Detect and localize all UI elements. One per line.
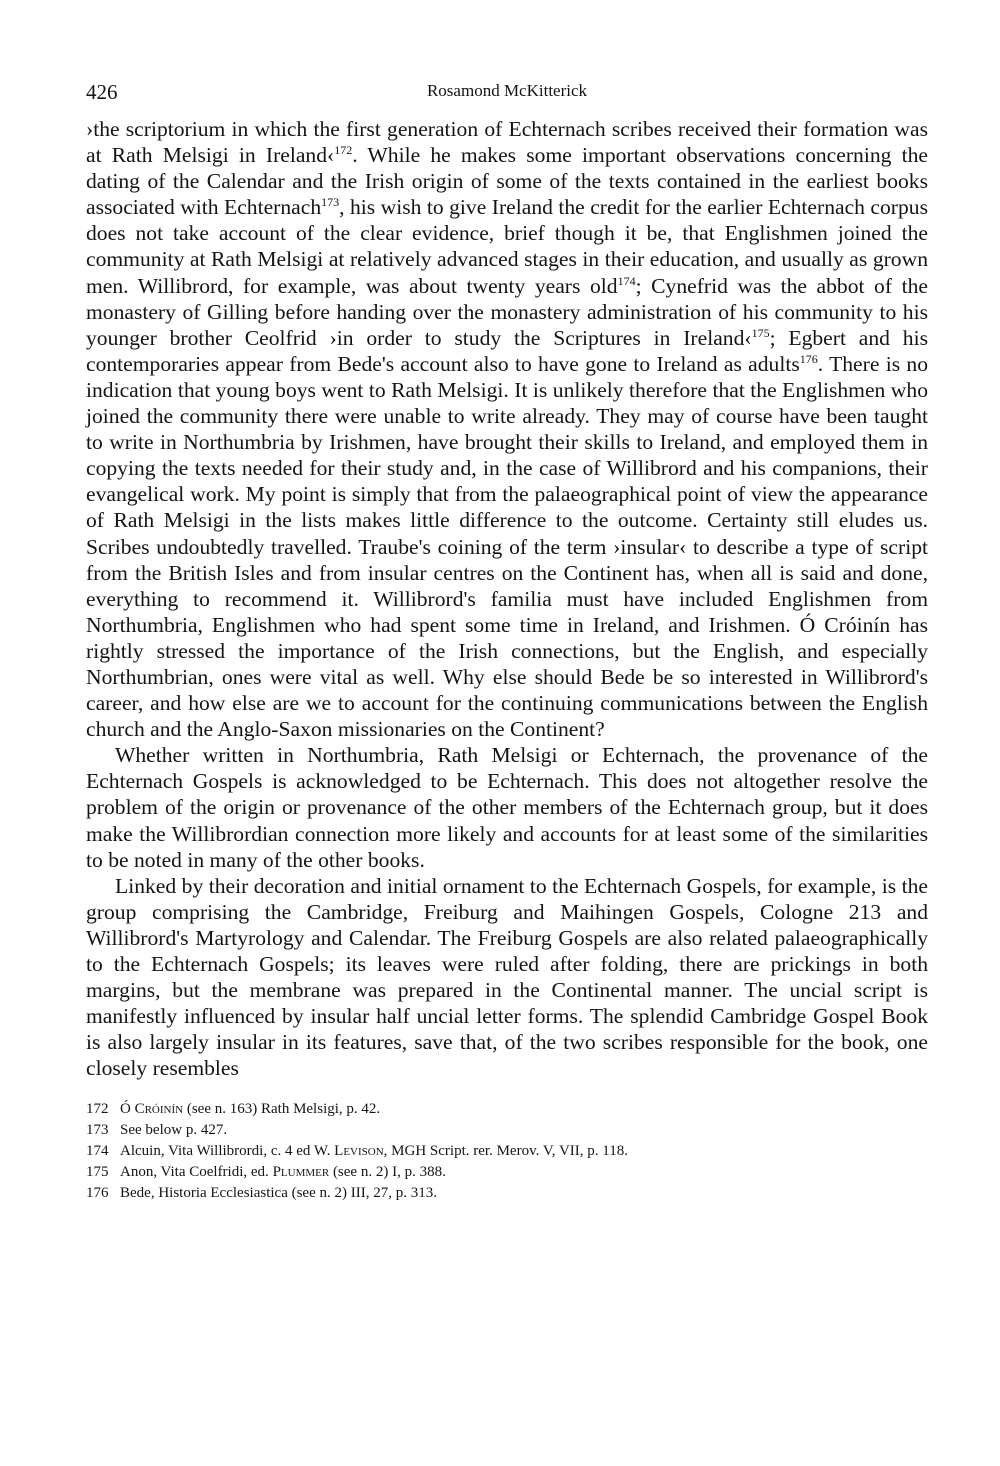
text-run: . There is no indication that young boys went to Rath Melsigi. It is unlikely therefore that the Englishmen who joined the community there were unable to write already. They may of course have been taught to write in Northumbria by Irishmen, have brought their skills to Ireland, and employed them in copying the texts needed for their study and, in the case of Willibrord and his companions, their evangelical work. My point is simply that from the palaeographical point of view the appearance of Rath Melsigi in the lists makes little difference to the outcome. Certainty still eludes us. Scribes undoubtedly travelled. Traube's coining of the term ›insular‹ to describe a type of script from the British Isles and from insular centres on the Continent has, when all is said and done, everything to recommend it. Willibrord's familia must have included Englishmen from Northumbria, Englishmen who had spent some time in Ireland, and Irishmen. Ó Cróinín has rightly stressed the importance of the Irish connections, but the English, and especially Northumbrian, ones were vital as well. Why else should Bede be so interested in Willibrord's career, and how else are we to account for the continuing communications between the English church and the Anglo-Saxon missionaries on the Continent? — [86, 351, 928, 742]
text-run: ›the scriptorium in which the first generation of Echternach scribes received their formation was at Rath Melsigi in Ireland‹ — [86, 117, 928, 168]
footnote-ref-176: 176 — [799, 351, 818, 366]
paragraph-2: Whether written in Northumbria, Rath Melsigi or Echternach, the provenance of the Echternach Gospels is acknowledged to be Echternach. This does not altogether resolve the problem of the origin or provenance of the other members of the Echternach group, but it does make the Willibrordian connection more likely and accounts for at least some of the similarities to be noted in many of the other books. — [86, 743, 928, 872]
footnote — [86, 1099, 928, 1120]
text-run: , his wish to give Ireland the credit for the earlier Echternach corpus does not take account of the clear evidence, brief though it be, that Englishmen joined the community at Rath Melsigi at relatively advanced stages in their education, and usually as grown men. Willibrord, for example, was about twenty years old — [86, 195, 928, 298]
footnote — [86, 1141, 928, 1162]
footnote-text: , MGH Script. rer. Merov. V, VII, p. 118. — [383, 1143, 628, 1160]
footnote — [86, 1120, 928, 1141]
text-run: ; Cynefrid was the abbot of the monastery of Gilling before handing over the monastery administration of his community to his younger brother Ceolfrid ›in order to study the Scriptures in Ireland‹ — [86, 273, 928, 350]
footnote-ref-174: 174 — [617, 273, 636, 288]
page-number: 426 — [86, 80, 118, 104]
footnote-text: (see n. 163) Rath Melsigi, p. 42. — [183, 1101, 381, 1118]
footnote-text: Ó — [120, 1101, 135, 1118]
footnotes — [86, 1099, 928, 1204]
text-run: . While he makes some important observations concerning the dating of the Calendar and the Irish origin of some of the texts contained in the earliest books associated with Echternach — [86, 143, 928, 220]
footnote-author: Cróinín — [134, 1101, 184, 1118]
footnote-ref-175: 175 — [751, 325, 770, 340]
footnote-number: 176 — [86, 1185, 109, 1202]
footnote-number: 173 — [86, 1122, 109, 1139]
footnote-text: Alcuin, Vita Willibrordi, c. 4 ed W. — [120, 1143, 335, 1160]
text-run: ; Egbert and his contemporaries appear from Bede's account also to have gone to Ireland as adults — [86, 325, 928, 376]
page-header — [86, 80, 928, 116]
footnote — [86, 1162, 928, 1183]
footnote-number: 175 — [86, 1164, 109, 1181]
footnote-ref-173: 173 — [321, 195, 340, 210]
footnote — [86, 1183, 928, 1204]
footnote-number: 172 — [86, 1101, 109, 1118]
paragraph-3: Linked by their decoration and initial ornament to the Echternach Gospels, for example, is the group comprising the Cambridge, Freiburg and Maihingen Gospels, Cologne 213 and Willibrord's Martyrology and Calendar. The Freiburg Gospels are also related palaeographically to the Echternach Gospels; its leaves were ruled after folding, there are prickings in both margins, but the membrane was prepared in the Continental manner. The uncial script is manifestly influenced by insular half uncial letter forms. The splendid Cambridge Gospel Book is also largely insular in its features, save that, of the two scribes responsible for the book, one closely resembles — [86, 873, 928, 1081]
running-head: Rosamond McKitterick — [426, 81, 588, 100]
footnote-author: Plummer — [272, 1164, 330, 1181]
footnote-text: Bede, Historia Ecclesiastica (see n. 2) III, 27, p. 313. — [120, 1185, 437, 1202]
page — [86, 80, 928, 1204]
body-text — [86, 116, 928, 1081]
footnote-number: 174 — [86, 1143, 109, 1160]
paragraph-1 — [86, 116, 928, 742]
footnote-text: (see n. 2) I, p. 388. — [329, 1164, 446, 1181]
footnote-text: Anon, Vita Coelfridi, ed. — [120, 1164, 273, 1181]
footnote-author: Levison — [334, 1143, 384, 1160]
footnote-text: See below p. 427. — [120, 1122, 228, 1139]
footnote-ref-172: 172 — [334, 142, 353, 157]
